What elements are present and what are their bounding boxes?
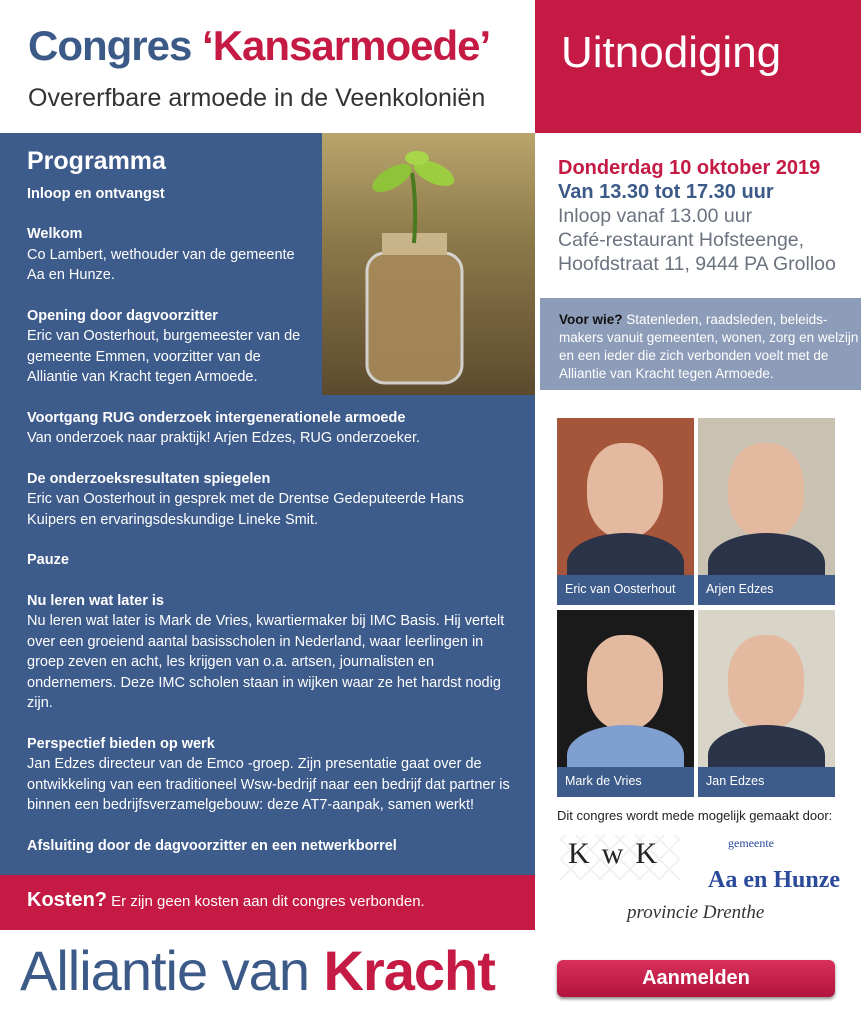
program-item [27, 836, 535, 857]
speaker-face [728, 443, 804, 538]
program-item-text: Nu leren wat later is Mark de Vries, kwartiermaker bij IMC Basis. Hij vertelt over een groeiend aantal basisscholen in Nederland, waar leerlingen in groep zeven en acht, les krijgen van o.a. artsen, journalisten en ondernemers. Deze IMC scholen staan in wijken waar ze het hardst nodig zijn. [27, 613, 505, 711]
program-item [27, 408, 535, 449]
event-venue: Café-restaurant Hofsteenge, [558, 229, 805, 251]
brand-highlight: Kracht [323, 939, 495, 1002]
subtitle: Overerfbare armoede in de Veenkoloniën [28, 84, 486, 112]
program-item-text: Jan Edzes directeur van de Emco -groep. Zijn presentatie gaat over de ontwikkeling van een traditioneel Wsw-bedrijf naar een bedrijf dat partner is binnen een bedrijfsverzamelgebouw: deze AT7-aanpak, samen werkt! [27, 756, 510, 813]
register-button[interactable]: Aanmelden [557, 960, 835, 997]
aa-en-hunze-logo [708, 836, 840, 894]
costs-bar [0, 875, 535, 930]
event-date: Donderdag 10 oktober 2019 [558, 157, 821, 179]
program-item-text: Eric van Oosterhout, burgemeester van de gemeente Emmen, voorzitter van de Alliantie van Kracht tegen Armoede. [27, 328, 301, 385]
program-item-text: Eric van Oosterhout in gesprek met de Drentse Gedeputeerde Hans Kuipers en ervaringsdeskundige Lineke Smit. [27, 491, 464, 528]
audience-text: Statenleden, raadsleden, beleids-makers vanuit gemeenten, wonen, zorg en welzijn en een ieder die zich verbonden voelt met de Alliantie van Kracht tegen Armoede. [559, 312, 859, 381]
event-time: Van 13.30 tot 17.30 uur [558, 181, 774, 203]
costs-label: Kosten? [27, 889, 107, 911]
aa-logo-text: Aa en Hunze [708, 867, 840, 893]
program-item-title: Welkom [27, 226, 83, 242]
event-address: Hoofdstraat 11, 9444 PA Grolloo [558, 253, 836, 275]
event-inloop: Inloop vanaf 13.00 uur [558, 205, 753, 227]
speaker-name: Jan Edzes [698, 767, 835, 797]
event-details [558, 156, 836, 276]
program-item [27, 734, 535, 816]
speaker-card [557, 418, 694, 605]
brand-part: Alliantie van [20, 939, 324, 1002]
aa-logo-small: gemeente [728, 836, 774, 850]
title-highlight: ‘Kansarmoede’ [202, 22, 491, 69]
speaker-card [698, 418, 835, 605]
plant-jar-illustration [322, 133, 535, 395]
program-heading: Programma [27, 147, 166, 175]
program-item-text: Co Lambert, wethouder van de gemeente Aa en Hunze. [27, 246, 295, 283]
program-item-title: Voortgang RUG onderzoek intergenerationele armoede [27, 409, 406, 426]
audience-box [540, 298, 861, 390]
program-item [27, 591, 535, 714]
invitation-banner: Uitnodiging [535, 0, 861, 133]
speaker-name: Eric van Oosterhout [557, 575, 694, 605]
costs-text: Er zijn geen kosten aan dit congres verbonden. [107, 893, 425, 910]
program-item-title: Pauze [27, 552, 69, 568]
program-item-title: Perspectief bieden op werk [27, 735, 215, 752]
audience-label: Voor wie? [559, 312, 623, 327]
title-part: Congres [28, 22, 203, 69]
provincie-drenthe-logo: provincie Drenthe [627, 902, 765, 923]
speaker-card [557, 610, 694, 797]
program-item [27, 469, 535, 531]
speaker-name: Arjen Edzes [698, 575, 835, 605]
program-item-text: Van onderzoek naar praktijk! Arjen Edzes, RUG onderzoeker. [27, 430, 421, 446]
speaker-face [728, 635, 804, 730]
coin-jar-plant-photo [322, 133, 535, 395]
speaker-card [698, 610, 835, 797]
program-item-title: Afsluiting door de dagvoorzitter en een netwerkborrel [27, 837, 397, 854]
program-item-title: Inloop en ontvangst [27, 185, 165, 202]
page-title [28, 22, 490, 70]
program-item-title: Opening door dagvoorzitter [27, 307, 218, 324]
speaker-face [587, 635, 663, 730]
kwk-logo: KwK [560, 835, 680, 880]
program-item-title: Nu leren wat later is [27, 592, 164, 609]
alliance-logo-text [20, 938, 495, 1003]
speaker-face [587, 443, 663, 538]
sponsor-intro: Dit congres wordt mede mogelijk gemaakt door: [557, 808, 833, 823]
speaker-name: Mark de Vries [557, 767, 694, 797]
program-item [27, 550, 535, 571]
program-item-title: De onderzoeksresultaten spiegelen [27, 470, 271, 487]
